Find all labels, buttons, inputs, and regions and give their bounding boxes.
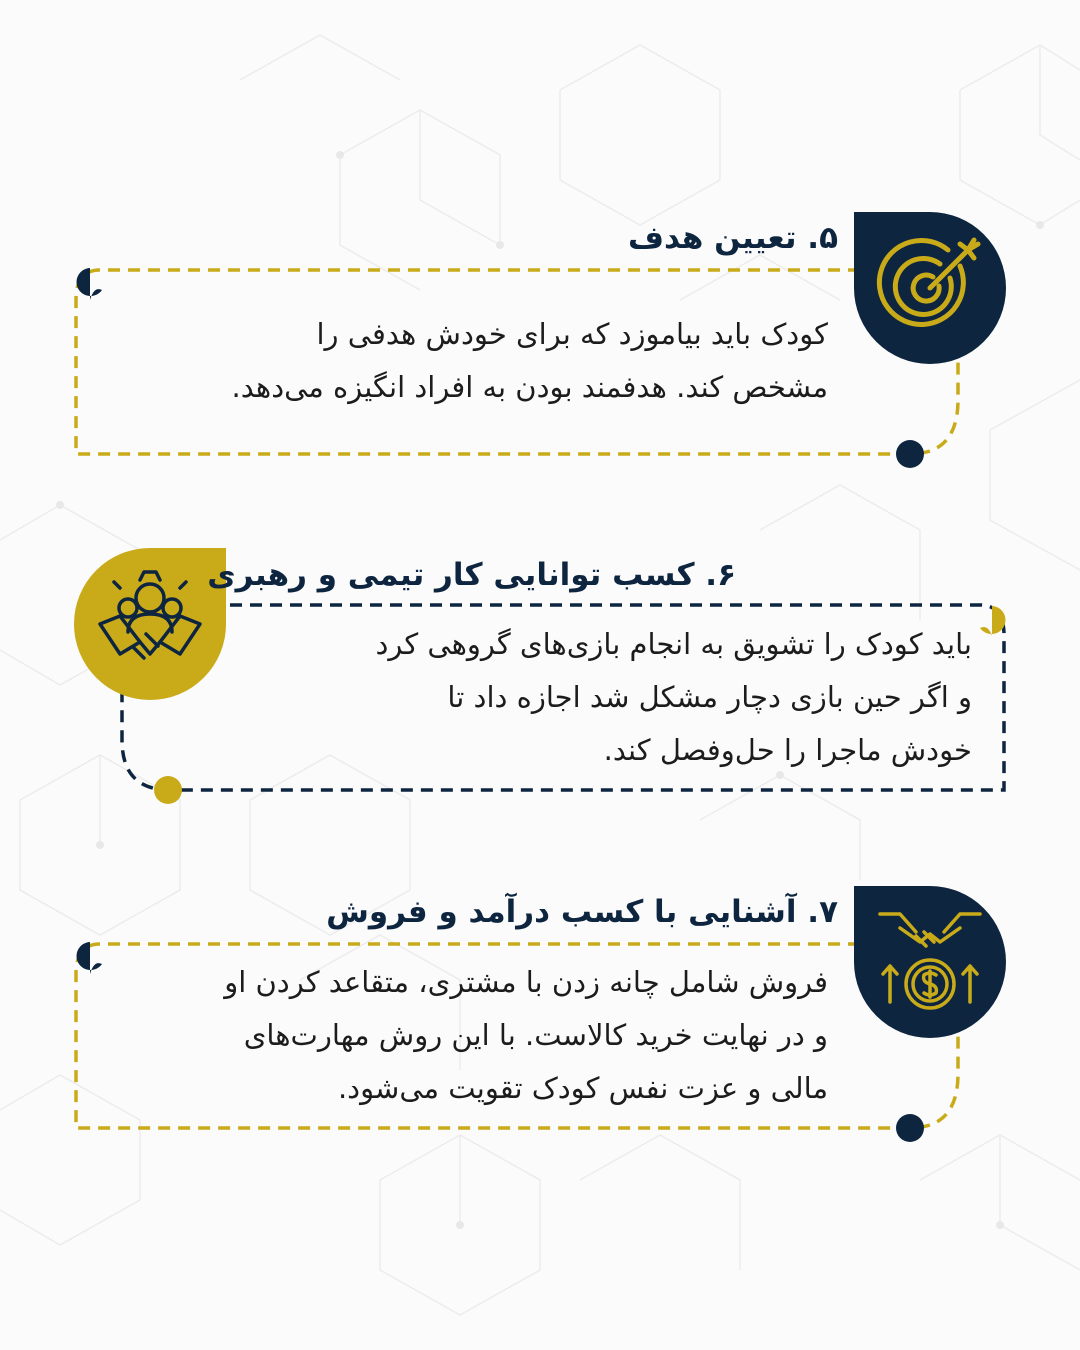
- card-1-title-text: تعیین هدف: [627, 220, 797, 256]
- card-1-line: مشخص کند. هدفمند بودن به افراد انگیزه می‌دهد.: [231, 370, 828, 404]
- card-2-title-text: کسب توانایی کار تیمی و رهبری: [207, 557, 695, 593]
- card-3-line: مالی و عزت نفس کودک تقویت می‌شود.: [337, 1071, 828, 1105]
- card-3-title-text: آشنایی با کسب درآمد و فروش: [326, 894, 797, 930]
- card-3-number: ۷.: [807, 894, 838, 930]
- card-3-pin-bottom-right: [896, 1114, 924, 1142]
- card-2-line: باید کودک را تشویق به انجام بازی‌های گروهی کرد: [375, 627, 972, 661]
- card-3-badge: [854, 886, 1006, 1038]
- card-3-body: [108, 956, 828, 1115]
- card-3-title: [326, 892, 838, 932]
- card-2-number: ۶.: [705, 557, 736, 593]
- card-1-line: کودک باید بیاموزد که برای خودش هدفی را: [316, 317, 828, 351]
- card-3-pin-top-left: [77, 942, 102, 974]
- card-2-line: خودش ماجرا را حل‌وفصل کند.: [603, 733, 972, 767]
- card-1-number: ۵.: [807, 220, 838, 256]
- card-3-line: و در نهایت خرید کالاست. با این روش مهارت‌های: [243, 1018, 828, 1052]
- card-2-line: و اگر حین بازی دچار مشکل شد اجازه داد تا: [447, 680, 972, 714]
- card-3-line: فروش شامل چانه زدن با مشتری، متقاعد کردن او: [224, 965, 828, 999]
